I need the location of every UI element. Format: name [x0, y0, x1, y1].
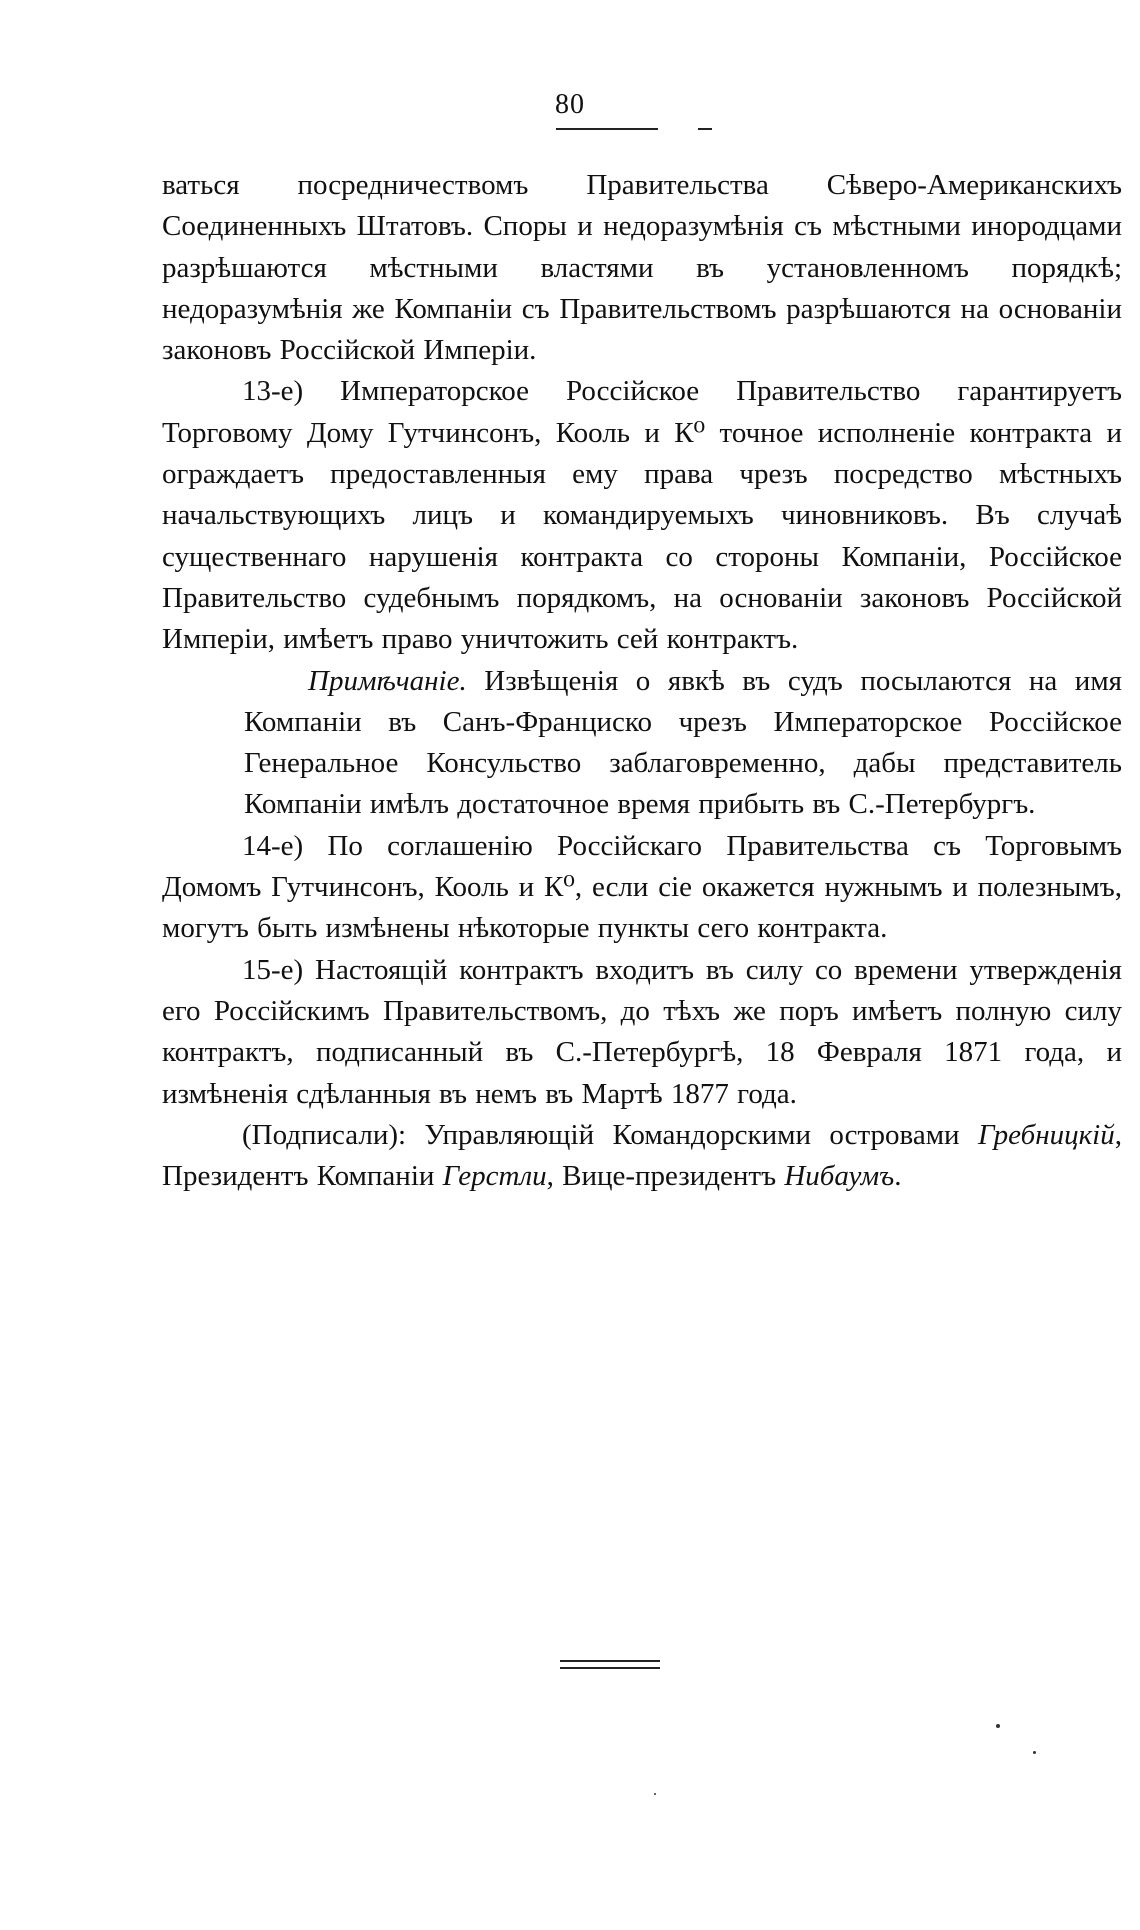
text-body: [162, 165, 1122, 1197]
signature-suffix: .: [894, 1160, 902, 1193]
signature-prefix: (Подписали): Управляющій Командорскими островами: [242, 1118, 960, 1151]
note-label: Примѣчаніе.: [308, 664, 467, 697]
end-rule-top: [560, 1660, 660, 1662]
paragraph-article-14: 14-е) По соглашенію Россійскаго Правительства съ Торговымъ Домомъ Гутчинсонъ, Кооль и К⁰, если сіе окажется нужнымъ и полезнымъ, могутъ быть измѣнены нѣкоторые пункты сего контракта.: [162, 829, 1122, 945]
note-paragraph: [244, 661, 1122, 826]
page-number-rule-dash: [698, 128, 712, 130]
paragraph-continuation: ваться посредничествомъ Правительства Сѣверо-Американскихъ Соединенныхъ Штатовъ. Споры и недоразумѣнія съ мѣстными инородцами разрѣшаются мѣстными властями въ установленномъ порядкѣ; недоразумѣнія же Компаніи съ Правительствомъ разрѣшаются на основаніи законовъ Россійской Имперіи.: [162, 169, 1122, 367]
signature-name-gerstli: Герстли: [442, 1160, 547, 1193]
paragraph-article-13: 13-е) Императорское Россійское Правительство гарантируетъ Торговому Дому Гутчинсонъ, Кооль и К⁰ точное исполненіе контракта и ограждаетъ предоставленныя ему права чрезъ посредство мѣстныхъ начальствующихъ лицъ и командируемыхъ чиновниковъ. Въ случаѣ существеннаго нарушенія контракта со стороны Компаніи, Россійское Правительство судебнымъ порядкомъ, на основаніи законовъ Россійской Имперіи, имѣетъ право уничтожить сей контрактъ.: [162, 375, 1122, 656]
paragraph-article-15: 15-е) Настоящій контрактъ входитъ въ силу со времени утвержденія его Россійскимъ Правительствомъ, до тѣхъ же поръ имѣетъ полную силу контрактъ, подписанный въ С.-Петербургѣ, 18 Февраля 1871 года, и измѣненія сдѣланныя въ немъ въ Мартѣ 1877 года.: [162, 953, 1122, 1110]
signature-paragraph: [162, 1115, 1122, 1198]
signature-name-nibaum: Нибаумъ: [784, 1160, 895, 1193]
scan-speck: [654, 1793, 656, 1795]
end-rule-bottom: [560, 1667, 660, 1669]
scan-speck: [1033, 1751, 1036, 1754]
page-number-rule: [556, 128, 658, 130]
signature-name-grebnitsky: Гребницкій: [977, 1118, 1115, 1151]
signature-separator-2: , Вице-президентъ: [546, 1160, 785, 1193]
note-text: Извѣщенія о явкѣ въ судъ посылаются на имя Компаніи въ Санъ-Франциско чрезъ Императорское Россійское Генеральное Консульство заблаговременно, дабы представитель Компаніи имѣлъ достаточное время прибыть въ С.-Петербургъ.: [244, 664, 1123, 821]
signature-separator-1: , Президентъ Компаніи: [162, 1118, 1122, 1193]
page-number: 80: [555, 89, 585, 120]
scan-speck: [996, 1724, 1000, 1728]
